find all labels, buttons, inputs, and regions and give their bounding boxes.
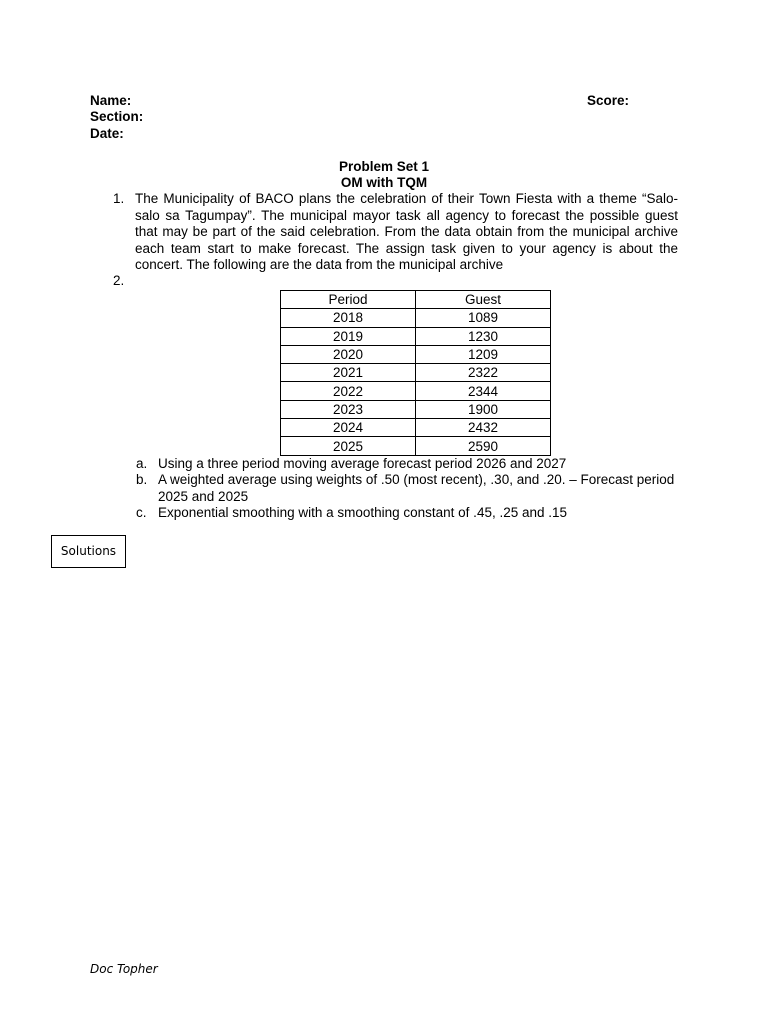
guest-cell: 1230 — [416, 327, 551, 345]
guest-cell: 2344 — [416, 382, 551, 400]
header-period: Period — [281, 291, 416, 309]
subitem-a-letter: a. — [136, 456, 148, 471]
subitem-c-text: Exponential smoothing with a smoothing constant of .45, .25 and .15 — [158, 505, 568, 520]
course-subtitle: OM with TQM — [340, 175, 428, 190]
subitem-c-letter: c. — [136, 505, 147, 520]
table-row — [281, 382, 551, 400]
table-row — [281, 327, 551, 345]
period-cell: 2023 — [281, 400, 416, 418]
period-cell: 2019 — [281, 327, 416, 345]
table-row — [281, 309, 551, 327]
solutions-box: Solutions — [51, 535, 126, 568]
period-cell: 2024 — [281, 419, 416, 437]
table-row — [281, 345, 551, 363]
subitem-a-text: Using a three period moving average forecast period 2026 and 2027 — [158, 456, 567, 471]
item-2-number: 2. — [113, 273, 125, 288]
guest-cell: 1209 — [416, 345, 551, 363]
guest-cell: 1089 — [416, 309, 551, 327]
guest-cell: 2322 — [416, 364, 551, 382]
problem-set-title: Problem Set 1 — [338, 159, 430, 174]
period-cell: 2025 — [281, 437, 416, 455]
guest-cell: 1900 — [416, 400, 551, 418]
guest-cell: 2590 — [416, 437, 551, 455]
subitem-b-letter: b. — [136, 472, 148, 487]
subitem-b-text: A weighted average using weights of .50 (most recent), .30, and .20. – Forecast period 2025 and 2025 — [158, 472, 675, 504]
footer-author: Doc Topher — [90, 962, 158, 976]
table-row — [281, 437, 551, 455]
item-1-number: 1. — [113, 191, 125, 206]
header-guest: Guest — [416, 291, 551, 309]
section-label: Section: — [90, 109, 144, 124]
name-label: Name: — [90, 93, 132, 108]
period-cell: 2022 — [281, 382, 416, 400]
period-cell: 2020 — [281, 345, 416, 363]
date-label: Date: — [90, 126, 124, 141]
guest-cell: 2432 — [416, 419, 551, 437]
period-cell: 2018 — [281, 309, 416, 327]
table-row — [281, 400, 551, 418]
table-row — [281, 419, 551, 437]
score-label: Score: — [587, 93, 630, 108]
table-header-row — [281, 291, 551, 309]
guest-data-table — [280, 290, 551, 456]
period-cell: 2021 — [281, 364, 416, 382]
item-1-text: The Municipality of BACO plans the celebration of their Town Fiesta with a theme “Salo-salo sa Tagumpay”. The municipal mayor task all agency to forecast the possible guest that may be part of the said celebration. From the data obtain from the municipal archive each team start to make forecast. The assign task given to your agency is about the concert. The following are the data from the municipal archive — [135, 191, 678, 272]
table-row — [281, 364, 551, 382]
